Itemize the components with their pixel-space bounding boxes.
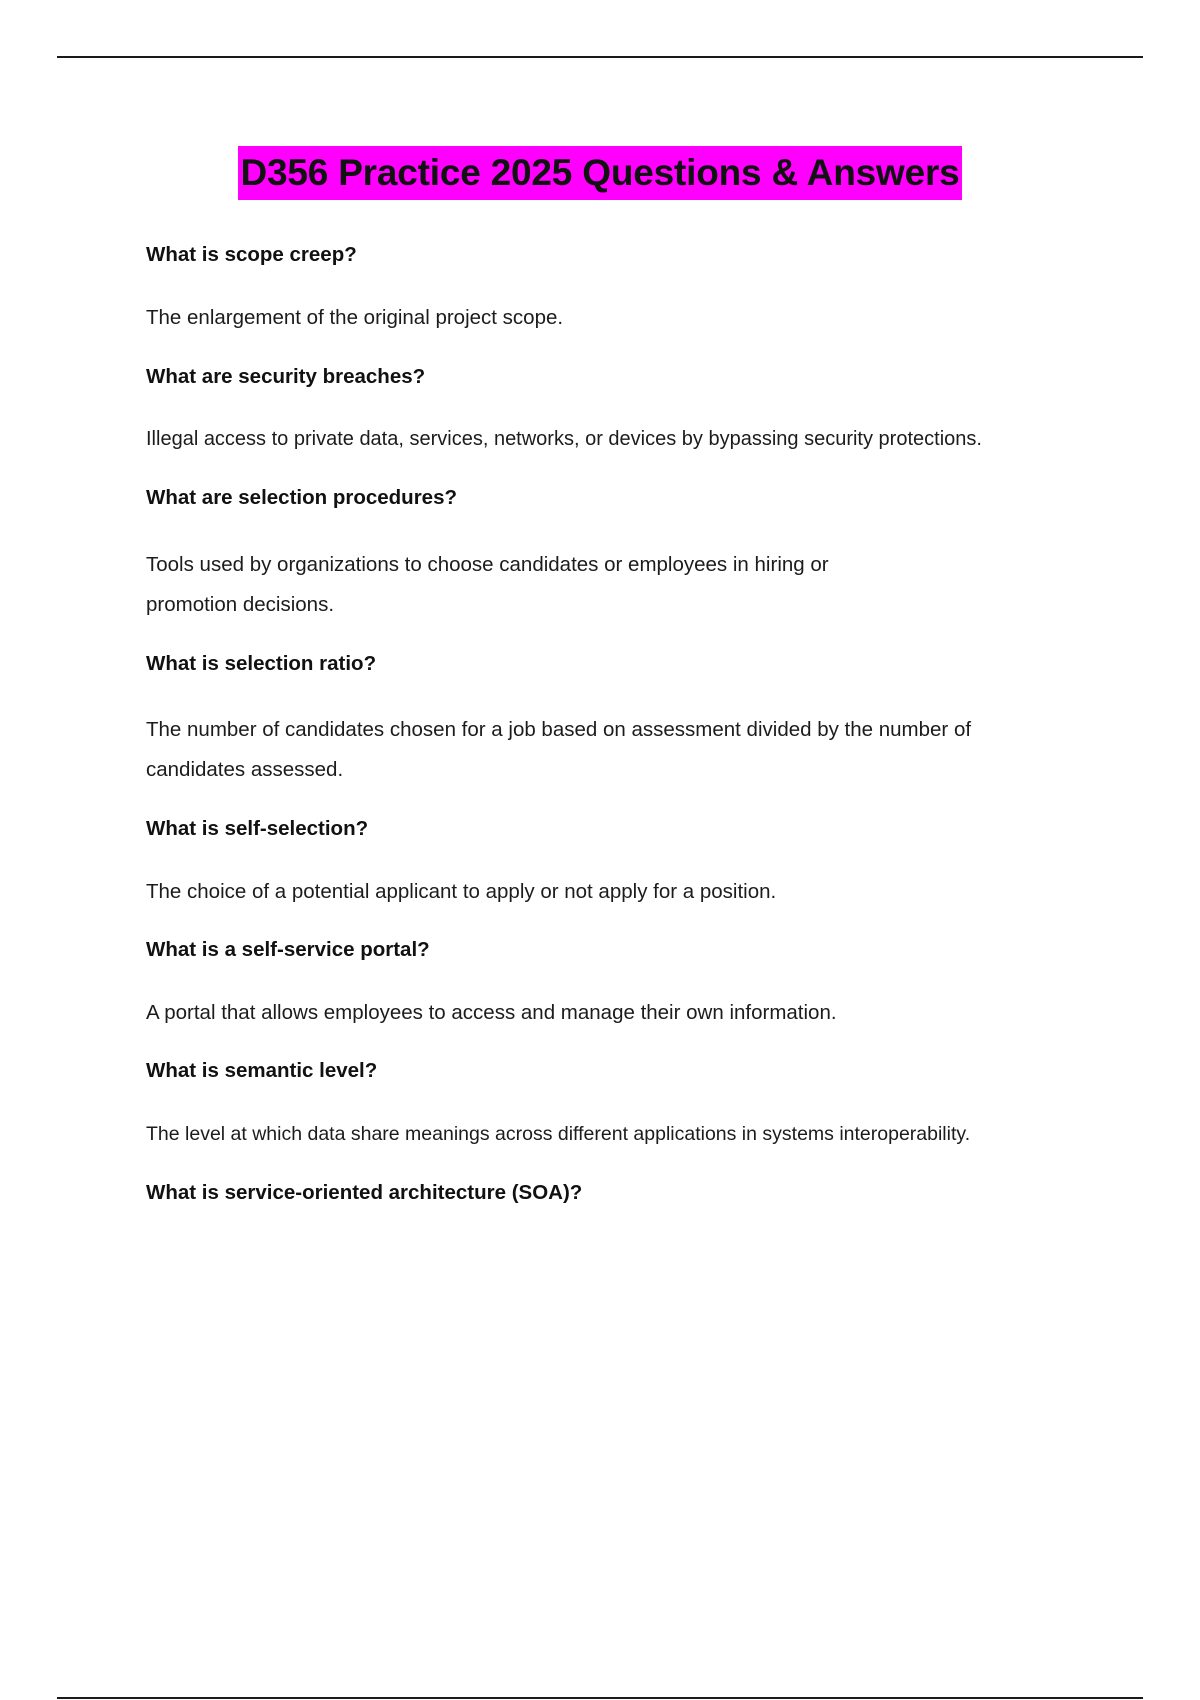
question-semantic-level: What is semantic level? [146, 1059, 378, 1082]
question-selection-procedures: What are selection procedures? [146, 486, 458, 509]
header-rule [57, 56, 1143, 58]
footer-rule [57, 1697, 1143, 1699]
question-security-breaches: What are security breaches? [146, 365, 426, 388]
answer-line: promotion decisions. [146, 593, 335, 616]
answer-line: Tools used by organizations to choose candidates or employees in hiring or [146, 553, 829, 576]
question-self-service-portal: What is a self-service portal? [146, 938, 430, 961]
document-title: D356 Practice 2025 Questions & Answers [238, 146, 961, 200]
answer-line: The number of candidates chosen for a job based on assessment divided by the number of [146, 718, 972, 741]
answer-selection-ratio [146, 710, 1136, 790]
question-scope-creep: What is scope creep? [146, 243, 357, 266]
answer-self-service-portal: A portal that allows employees to access and manage their own information. [146, 1001, 837, 1024]
answer-scope-creep: The enlargement of the original project scope. [146, 306, 564, 329]
title-container [0, 146, 1200, 200]
question-self-selection: What is self-selection? [146, 817, 369, 840]
question-selection-ratio: What is selection ratio? [146, 652, 377, 675]
answer-self-selection: The choice of a potential applicant to apply or not apply for a position. [146, 880, 777, 903]
answer-semantic-level: The level at which data share meanings across different applications in systems interoperability. [146, 1123, 971, 1145]
question-soa: What is service-oriented architecture (SOA)? [146, 1181, 583, 1204]
answer-line: candidates assessed. [146, 758, 344, 781]
answer-security-breaches: Illegal access to private data, services, networks, or devices by bypassing security protections. [146, 428, 982, 450]
answer-selection-procedures [146, 545, 1076, 625]
